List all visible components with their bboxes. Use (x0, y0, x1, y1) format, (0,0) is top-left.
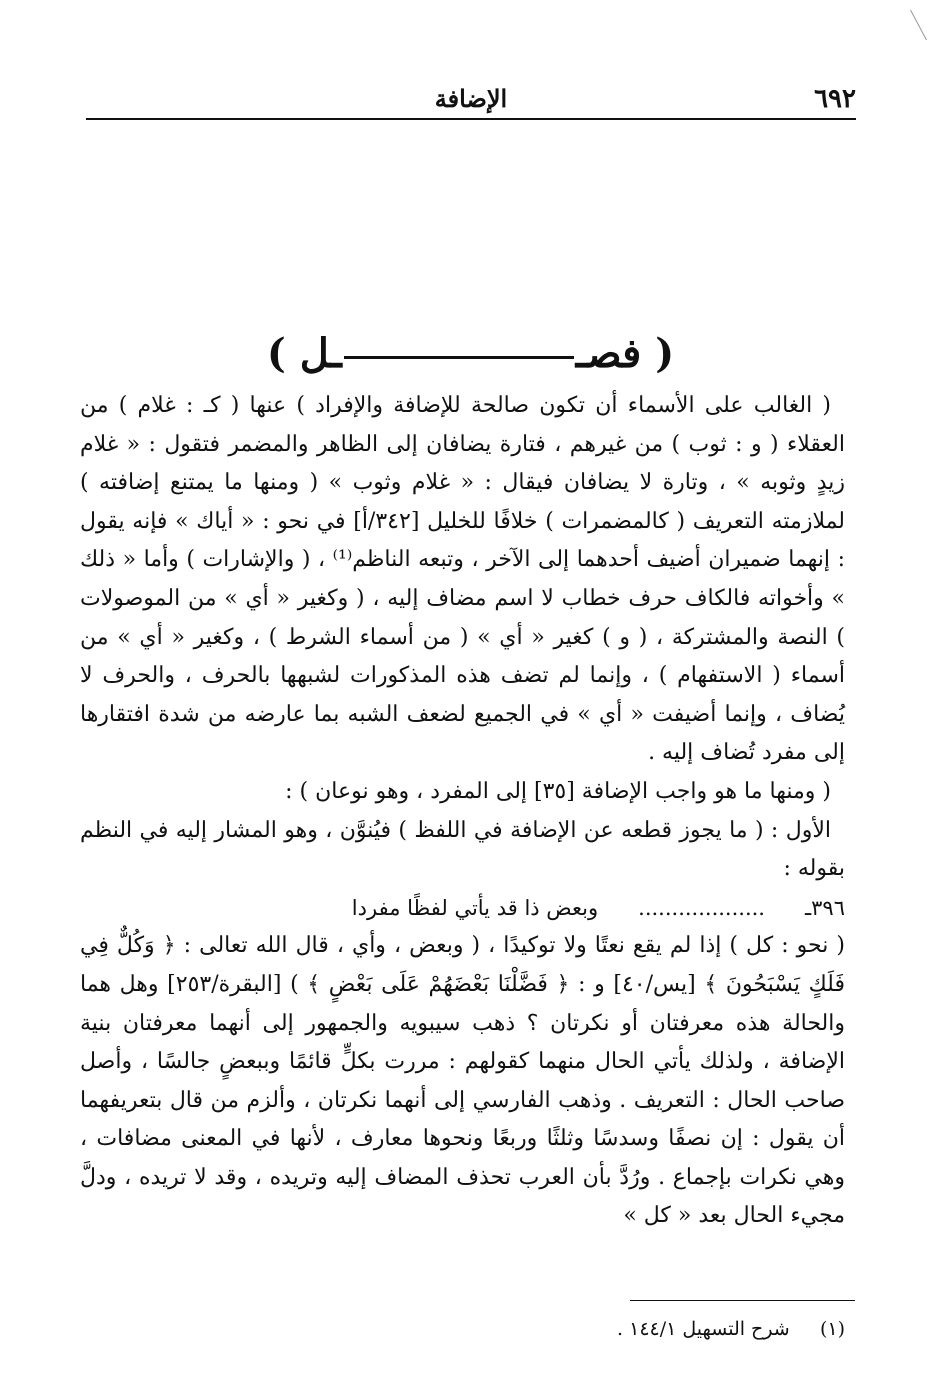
section-heading-open: ( فصـ (575, 330, 675, 377)
verse-dots: ................... (638, 895, 765, 920)
scan-mark (910, 10, 927, 40)
running-title: الإضافة (434, 84, 508, 113)
footnote-text: شرح التسهيل ١٤٤/١ . (617, 1318, 790, 1340)
footnote (617, 1318, 845, 1340)
section-heading (0, 330, 941, 377)
footnote-marker: (١) (819, 1318, 845, 1340)
verse-number: ٣٩٦ـ (805, 895, 845, 920)
section-heading-stretch (344, 356, 574, 359)
paragraph-2: ( ومنها ما هو واجب الإضافة [٣٥] إلى المفرد ، وهو نوعان ) : (285, 778, 831, 804)
body-text (80, 387, 845, 1236)
footnote-rule (630, 1300, 855, 1301)
page-header (86, 84, 856, 120)
section-heading-close: ـل ) (266, 330, 342, 377)
paragraph-1: ( الغالب على الأسماء أن تكون صالحة للإضافة والإفراد ) عنها ( كـ : غلام ) من العقلاء ( و : ثوب ) من غيرهم ، فتارة يضافان إلى الظاهر والمضمر فتقول : « غلام زيدٍ وثوبه » ، وتارة لا يضافان فيقال : « غلام وثوب » ( ومنها ما يمتنع إضافته ) لملازمته التعريف ( كالمضمرات ) خلافًا للخليل [٣٤٢/أ] في نحو : « أياك » فإنه يقول : إنهما ضميران أضيف أحدهما إلى الآخر ، وتبعه الناظم⁽¹⁾ ، ( والإشارات ) وأما « ذلك » وأخواته فالكاف حرف خطاب لا اسم مضاف إليه ، ( وكغير « أي » من الموصولات ) النصة والمشتركة ، ( و ) كغير « أي » ( من أسماء الشرط ) ، وكغير « أي » من أسماء ( الاستفهام ) ، وإنما لم تضف هذه المذكورات لشبهها بالحرف ، والحرف لا يُضاف ، وإنما أضيفت « أي » في الجميع لضعف الشبه بما عارضه من شدة افتقارها إلى مفرد تُضاف إليه . (80, 393, 846, 766)
verse-text: وبعض ذا قد يأتي لفظًا مفردا (351, 895, 599, 920)
verse-line (80, 889, 845, 928)
paragraph-4: ( نحو : كل ) إذا لم يقع نعتًا ولا توكيدًا ، ( وبعض ، وأي ، قال الله تعالى : ﴿ وَكُلٌّ فِي فَلَكٍ يَسْبَحُونَ ﴾ [يس/٤٠] و : ﴿ فَضَّلْنَا بَعْضَهُمْ عَلَى بَعْضٍ ﴾ ) [البقرة/٢٥٣] وهل هما والحالة هذه معرفتان أو نكرتان ؟ ذهب سيبويه والجمهور إلى أنهما معرفتان بنية الإضافة ، ولذلك يأتي الحال منهما كقولهم : مررت بكلٍّ قائمًا وببعضٍ جالسًا ، وأصل صاحب الحال : التعريف . وذهب الفارسي إلى أنهما نكرتان ، وألزم من قال بتعريفهما أن يقول : إن نصفًا وسدسًا وثلثًا وربعًا ونحوها معارف ، لأنها في المعنى مضافات ، وهي نكرات بإجماع . ورُدَّ بأن العرب تحذف المضاف إليه وتريده ، وقد لا تريده ، ودلَّ مجيء الحال بعد « كل » (80, 933, 845, 1229)
paragraph-3: الأول : ( ما يجوز قطعه عن الإضافة في اللفظ ) فيُنوَّن ، وهو المشار إليه في النظم بقوله : (80, 817, 845, 882)
page-number: ٦٩٢ (814, 84, 856, 114)
header-rule (86, 118, 856, 120)
